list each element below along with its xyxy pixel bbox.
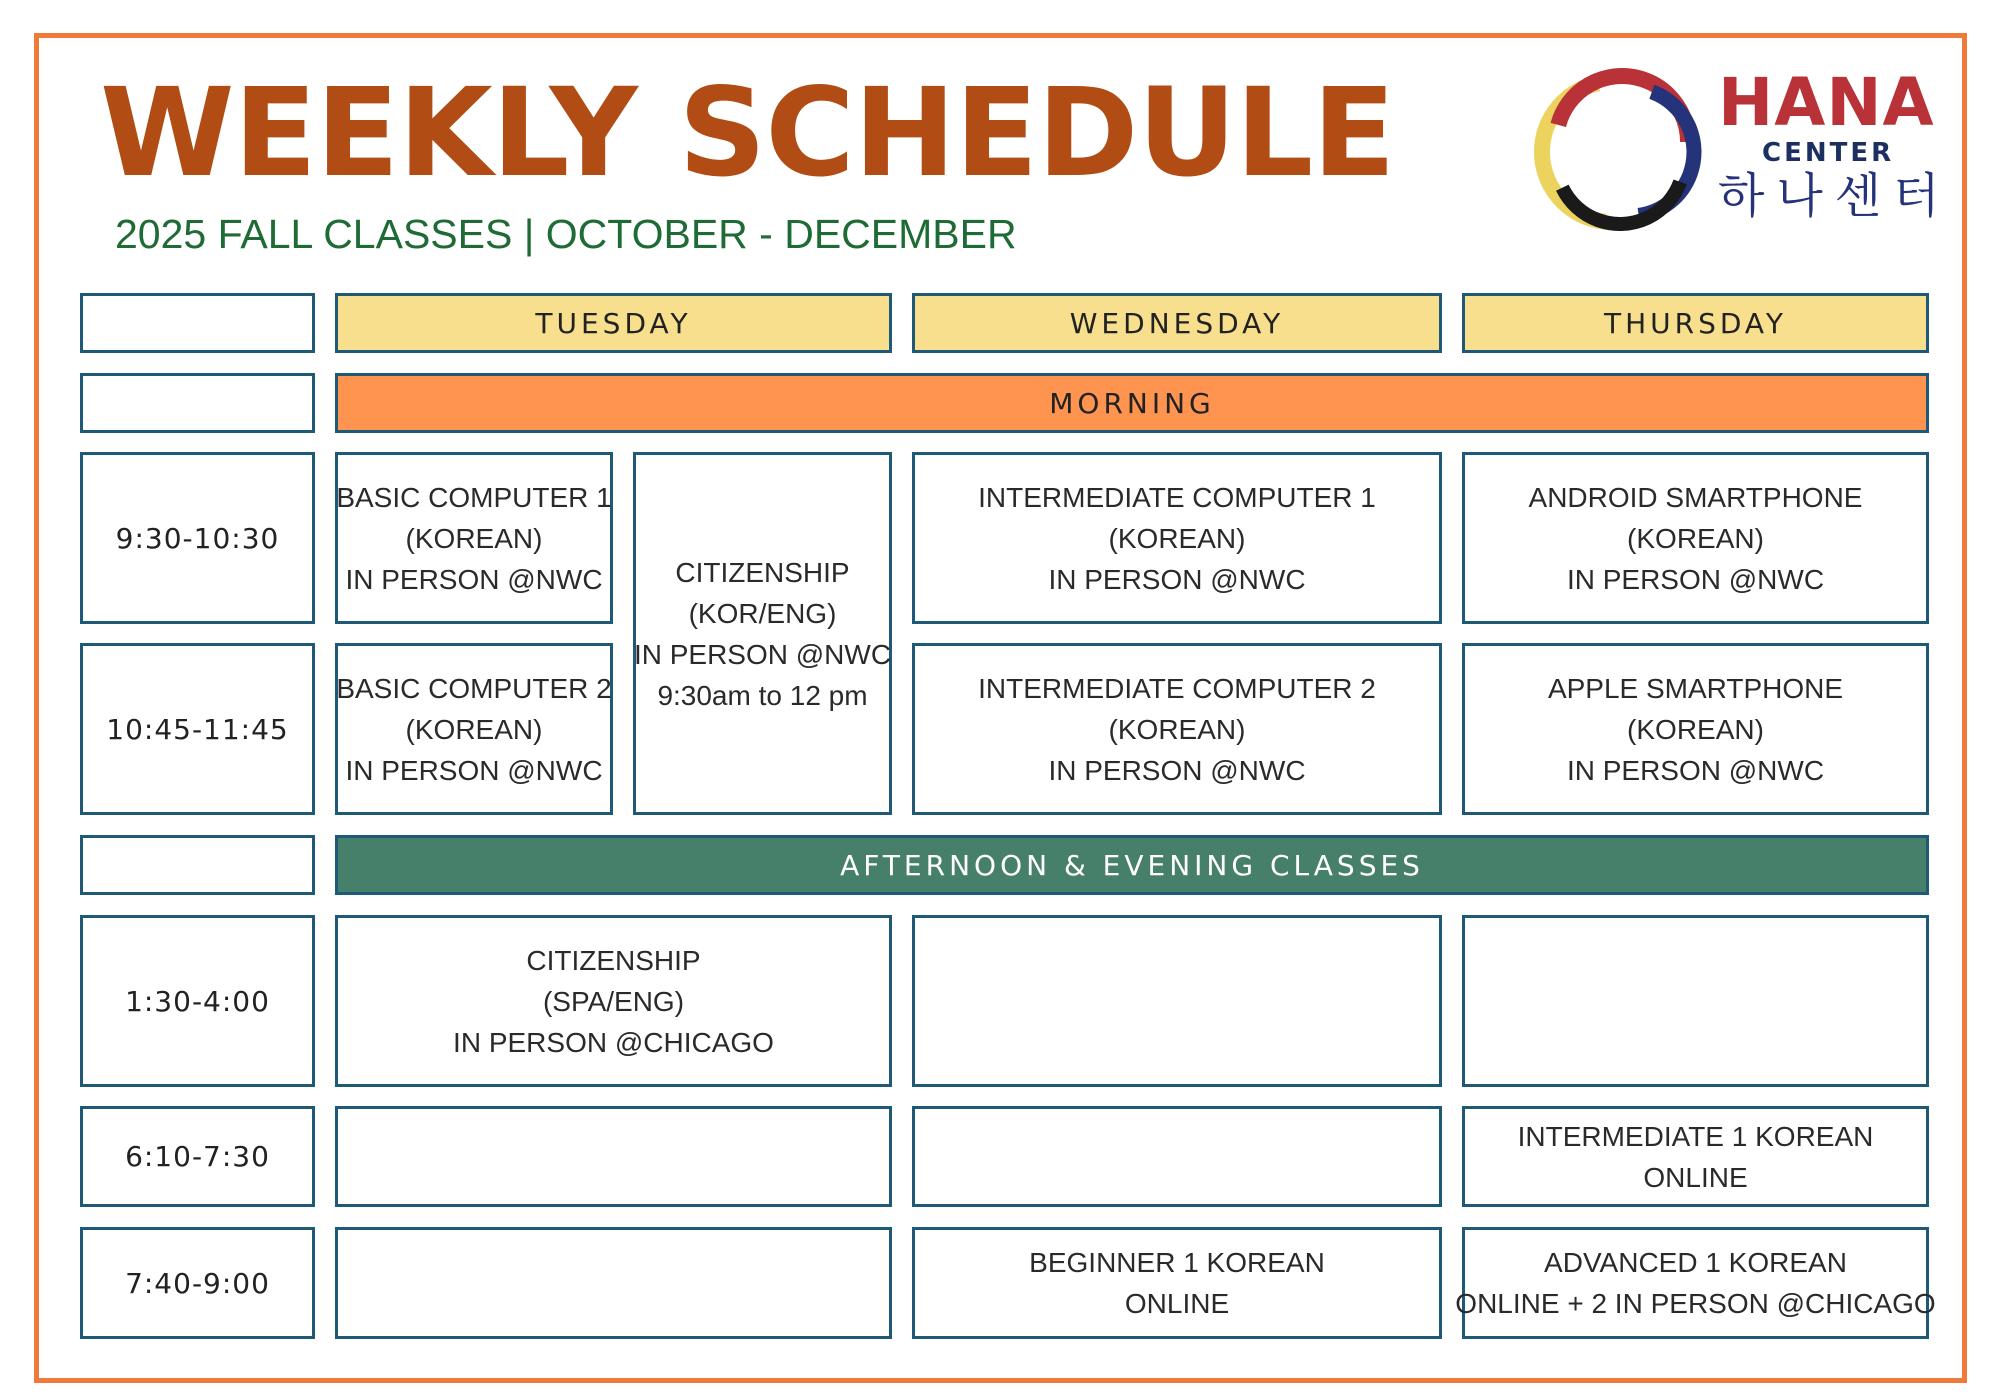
empty-slot-wed-0130 xyxy=(912,915,1442,1087)
class-language: (KOREAN) xyxy=(1627,713,1764,745)
hana-center-logo xyxy=(1530,60,1950,240)
class-intermediate-computer-2 xyxy=(912,643,1442,815)
class-title: INTERMEDIATE 1 KOREAN xyxy=(1517,1120,1874,1152)
day-header-thursday: THURSDAY xyxy=(1462,293,1929,353)
class-location: IN PERSON @NWC xyxy=(345,754,603,786)
class-title: CITIZENSHIP xyxy=(675,556,850,588)
class-title: ADVANCED 1 KOREAN xyxy=(1544,1247,1847,1278)
time-slot-0930: 9:30-10:30 xyxy=(80,452,315,624)
time-slot-0610: 6:10-7:30 xyxy=(80,1106,315,1207)
class-basic-computer-2 xyxy=(335,643,613,815)
header-corner-cell xyxy=(80,293,315,353)
class-intermediate-1-korean xyxy=(1462,1106,1929,1207)
class-citizenship-kor-eng xyxy=(633,452,892,815)
class-title: BASIC COMPUTER 1 xyxy=(336,481,612,513)
class-title: INTERMEDIATE COMPUTER 2 xyxy=(978,672,1376,704)
empty-slot-tue-0610 xyxy=(335,1106,892,1207)
class-language: (KOREAN) xyxy=(1627,522,1764,554)
logo-name: HANA xyxy=(1718,64,1935,141)
time-slot-0130: 1:30-4:00 xyxy=(80,915,315,1087)
class-time: 9:30am to 12 pm xyxy=(657,679,868,711)
logo-center-text: CENTER xyxy=(1762,138,1895,168)
class-android-smartphone xyxy=(1462,452,1929,624)
class-language: (KOREAN) xyxy=(1108,522,1246,554)
class-location: ONLINE xyxy=(1124,1288,1230,1319)
class-apple-smartphone xyxy=(1462,643,1929,815)
day-header-wednesday: WEDNESDAY xyxy=(912,293,1442,353)
class-language: (KOREAN) xyxy=(405,522,543,554)
class-title: ANDROID SMARTPHONE xyxy=(1528,481,1863,513)
page-title: WEEKLY SCHEDULE xyxy=(100,62,1395,204)
empty-slot-wed-0610 xyxy=(912,1106,1442,1207)
class-location: IN PERSON @NWC xyxy=(1566,754,1825,786)
class-basic-computer-1 xyxy=(335,452,613,624)
empty-slot-tue-0740 xyxy=(335,1227,892,1339)
class-title: APPLE SMARTPHONE xyxy=(1547,672,1844,704)
class-location: IN PERSON @CHICAGO xyxy=(453,1026,774,1058)
morning-band: MORNING xyxy=(335,373,1929,433)
logo-korean-text: 하나센터 xyxy=(1718,168,1952,224)
class-advanced-1-korean xyxy=(1455,1227,1936,1339)
day-header-tuesday: TUESDAY xyxy=(335,293,892,353)
class-title: BEGINNER 1 KOREAN xyxy=(1029,1247,1325,1278)
class-location: ONLINE xyxy=(1643,1161,1748,1193)
empty-slot-thu-0130 xyxy=(1462,915,1929,1087)
class-language: (KOR/ENG) xyxy=(688,597,837,629)
class-intermediate-computer-1 xyxy=(912,452,1442,624)
class-title: BASIC COMPUTER 2 xyxy=(336,672,612,704)
class-title: INTERMEDIATE COMPUTER 1 xyxy=(978,481,1376,513)
class-language: (KOREAN) xyxy=(1108,713,1246,745)
afternoon-label-cell xyxy=(80,835,315,895)
class-location: IN PERSON @NWC xyxy=(1048,563,1306,595)
class-language: (KOREAN) xyxy=(405,713,543,745)
class-beginner-1-korean xyxy=(912,1227,1442,1339)
class-location: IN PERSON @NWC xyxy=(1566,563,1825,595)
class-location: IN PERSON @NWC xyxy=(633,638,892,670)
class-language: (SPA/ENG) xyxy=(542,985,685,1017)
logo-ring-icon xyxy=(1530,60,1710,240)
afternoon-band: AFTERNOON & EVENING CLASSES xyxy=(335,835,1929,895)
class-citizenship-spa-eng xyxy=(335,915,892,1087)
class-title: CITIZENSHIP xyxy=(526,944,701,976)
class-location: IN PERSON @NWC xyxy=(1048,754,1306,786)
class-location: ONLINE + 2 IN PERSON @CHICAGO xyxy=(1455,1288,1936,1319)
class-location: IN PERSON @NWC xyxy=(345,563,603,595)
morning-label-cell xyxy=(80,373,315,433)
time-slot-1045: 10:45-11:45 xyxy=(80,643,315,815)
time-slot-0740: 7:40-9:00 xyxy=(80,1227,315,1339)
page-subtitle: 2025 FALL CLASSES | OCTOBER - DECEMBER xyxy=(115,211,1017,257)
